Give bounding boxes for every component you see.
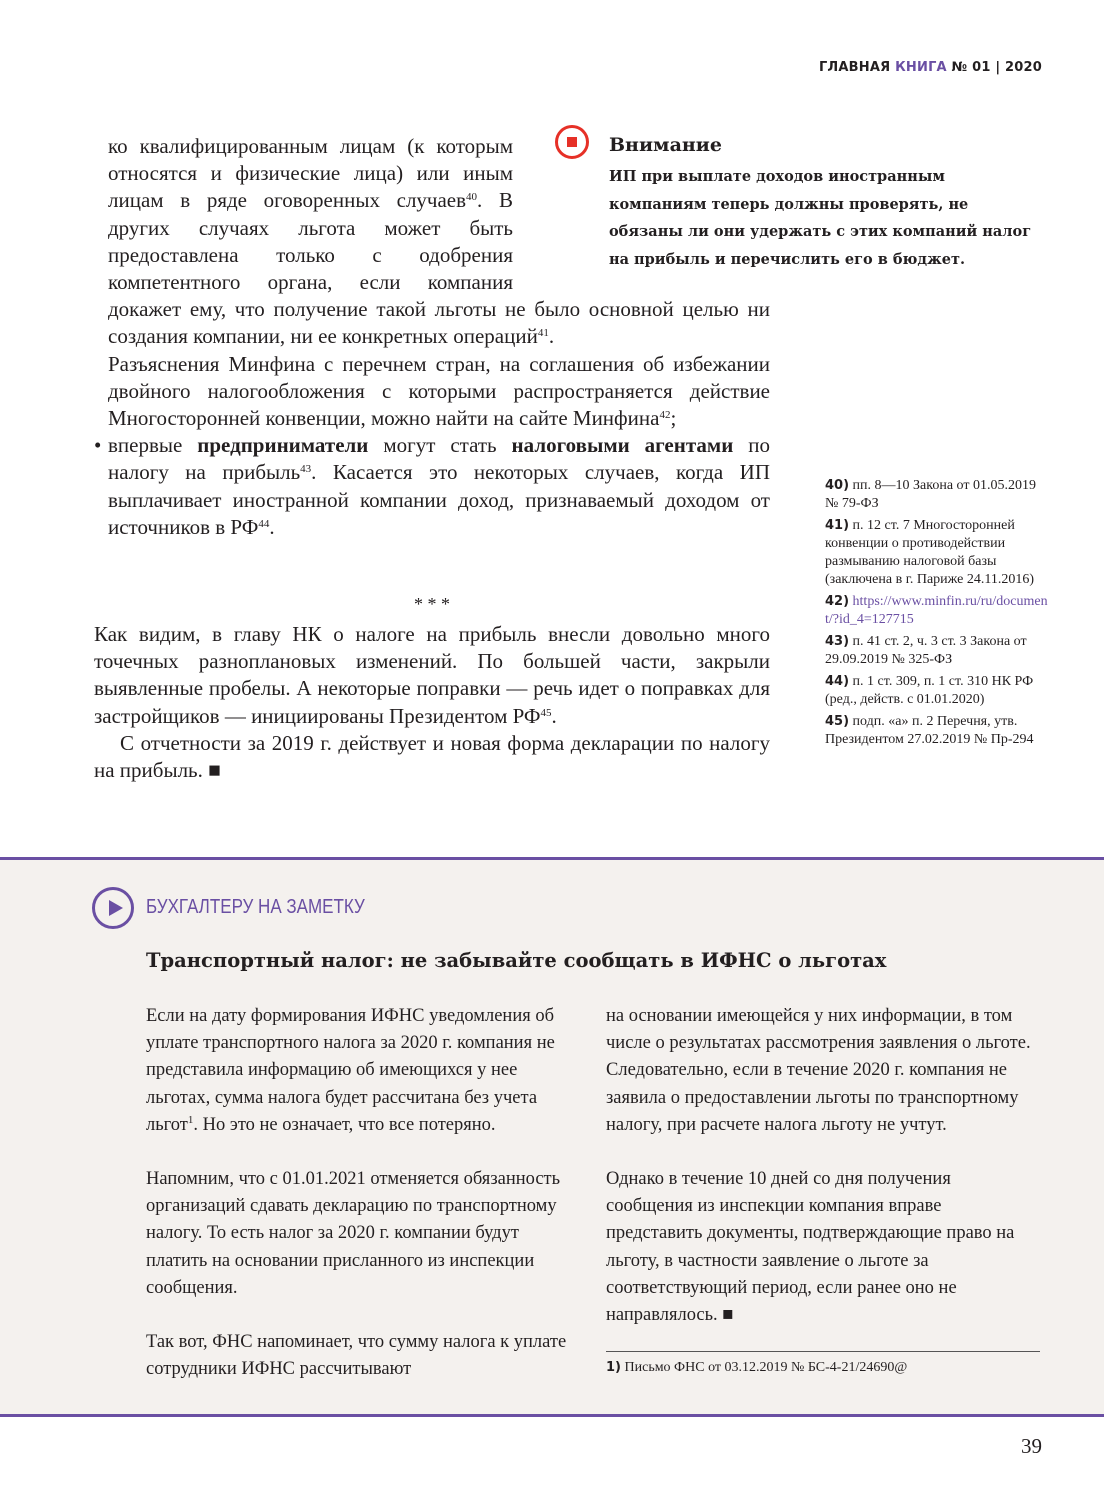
section-divider: * * *	[414, 594, 450, 614]
paragraph: Однако в течение 10 дней со дня получения сообщения из инспекции компания вправе представить документы, подтверждающие право на льготу, в частности заявление о льготе за соответствующий период, если ранее оно не направлялось. ■	[606, 1169, 1015, 1326]
running-header	[819, 60, 1042, 75]
box-label: БУХГАЛТЕРУ НА ЗАМЕТКУ	[146, 896, 365, 918]
brand-name-accent: КНИГА	[895, 60, 947, 75]
footnote: 42) https://www.minfin.ru/ru/document/?id_4=127715	[825, 594, 1048, 627]
play-icon	[92, 887, 134, 929]
attention-title: Внимание	[609, 134, 722, 156]
brand-name: ГЛАВНАЯ	[818, 60, 891, 75]
paragraph: Так вот, ФНС напоминает, что сумму налога к уплате сотрудники ИФНС рассчитывают	[146, 1332, 567, 1380]
paragraph: Как видим, в главу НК о налоге на прибыль внесли довольно много точечных разноплановых изменений. По большей части, закрыли выявленные пробелы. А некоторые поправки — речь идет о поправках для застройщиков — инициированы Президентом РФ$^{45}$.	[94, 622, 770, 728]
page-number: 39	[1021, 1434, 1042, 1458]
paragraph: ко квалифицированным лицам (к которым относятся и физические лица) или иным лицам в ряде оговоренных случаев$^{40}$. В других случаях льгота может быть предоставлена только с одобрения компетентного органа, если компания докажет ему, что получение такой льготы не было основной целью ни создания компании, ни ее конкретных операций$^{41}$.	[108, 134, 770, 349]
footnote-divider	[606, 1351, 1040, 1352]
footnote: 43) п. 41 ст. 2, ч. 3 ст. 3 Закона от 29.09.2019 № 325-ФЗ	[825, 634, 1027, 667]
paragraph: на основании имеющейся у них информации, в том числе о результатах рассмотрения заявления о льготе. Следовательно, если в течение 2020 г. компания не заявила о предоставлении льготы по транспортному налогу, при расчете налога льготу не учтут.	[606, 1006, 1031, 1135]
footnote: 41) п. 12 ст. 7 Многосторонней конвенции о противодействии размыванию налоговой базы (заключена в г. Париже 24.11.2016)	[825, 518, 1035, 587]
list-item: • впервые предприниматели могут стать налоговыми агентами по налогу на прибыль$^{43}$. Касается это некоторых случаев, когда ИП выплачивает иностранной компании доход, признаваемый доходом от источников в РФ$^{44}$.	[108, 432, 770, 541]
attention-text: ИП при выплате доходов иностранным компаниям теперь должны проверять, не обязаны ли они удержать с этих компаний налог на прибыль и перечислить его в бюджет.	[609, 168, 1032, 268]
footnote: 45) подп. «а» п. 2 Перечня, утв. Президентом 27.02.2019 № Пр-294	[825, 714, 1034, 747]
note-box	[0, 857, 1104, 1417]
footnote: 40) пп. 8—10 Закона от 01.05.2019 № 79-ФЗ	[825, 478, 1036, 511]
minfin-link[interactable]: https://www.minfin.ru/ru/document/?id_4=127715	[825, 594, 1048, 627]
box-footnote: 1) Письмо ФНС от 03.12.2019 № БС-4-21/24690@	[606, 1360, 908, 1375]
conclusion	[94, 621, 770, 784]
box-column-left	[146, 1003, 582, 1410]
footnotes	[825, 477, 1050, 753]
box-title: Транспортный налог: не забывайте сообщать в ИФНС о льготах	[146, 949, 887, 972]
paragraph: Напомним, что с 01.01.2021 отменяется обязанность организаций сдавать декларацию по транспортному налогу. То есть налог за 2020 г. компании будут платить на основании присланного из инспекции сообщения.	[146, 1169, 561, 1298]
paragraph: С отчетности за 2019 г. действует и новая форма декларации по налогу на прибыль. ■	[94, 730, 770, 783]
main-text	[108, 133, 770, 541]
issue-number: № 01 | 2020	[951, 60, 1042, 75]
box-column-right	[606, 1003, 1042, 1356]
paragraph: Если на дату формирования ИФНС уведомления об уплате транспортного налога за 2020 г. компания не представила информацию об имеющихся у нее льготах, сумма налога будет рассчитана без учета льгот$^1$. Но это не означает, что все потеряно.	[146, 1006, 555, 1135]
footnote: 44) п. 1 ст. 309, п. 1 ст. 310 НК РФ (ред., действ. с 01.01.2020)	[825, 674, 1034, 707]
paragraph: Разъяснения Минфина с перечнем стран, на соглашения об избежании двойного налогообложения с которыми распространяется действие Многосторонней конвенции, можно найти на сайте Минфина$^{42}$;	[108, 351, 770, 431]
